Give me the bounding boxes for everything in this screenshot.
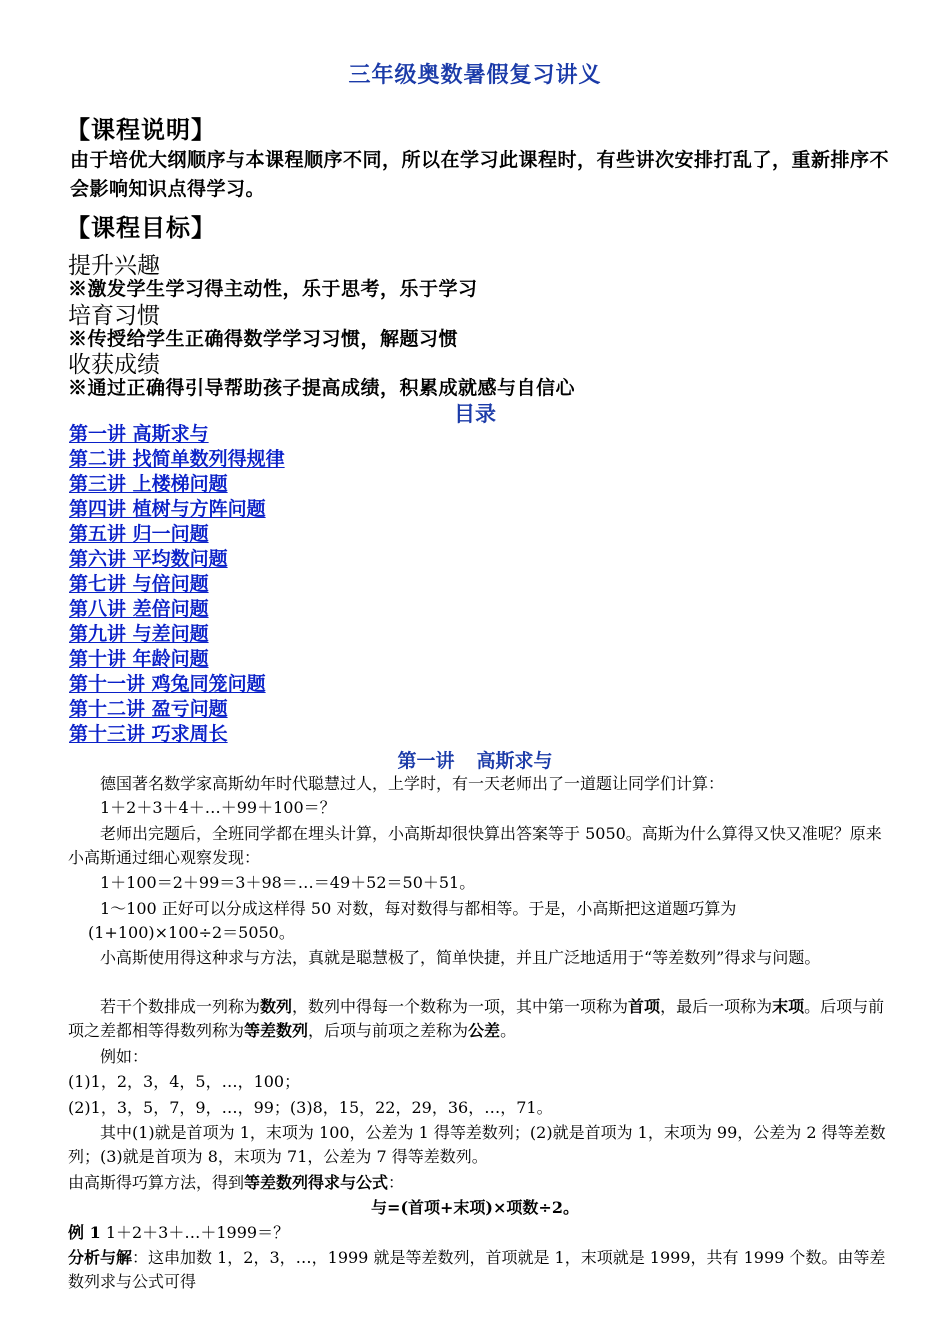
toc-link-3[interactable]: 第三讲 上楼梯问题 [69, 473, 228, 495]
term-common-difference: 公差 [468, 1021, 501, 1040]
toc-item [69, 722, 285, 747]
goal-title-results: 收获成绩 [68, 352, 160, 378]
toc-link-2[interactable]: 第二讲 找简单数列得规律 [69, 448, 285, 470]
toc-link-11[interactable]: 第十一讲 鸡兔同笼问题 [69, 673, 266, 695]
paragraph-calc: (1+100)×100÷2＝5050。 [88, 923, 295, 942]
formula-intro-colon: ： [388, 1173, 405, 1192]
lecture-number: 第一讲 [397, 750, 455, 772]
formula-name: 等差数列得求与公式 [244, 1173, 389, 1192]
analysis-label: 分析与解 [68, 1248, 133, 1267]
def-text-4: 。后项与前项之差都相等得数列称为 [68, 997, 885, 1040]
term-arithmetic-sequence: 等差数列 [244, 1021, 309, 1040]
goal-desc-habit: ※传授给学生正确得数学学习习惯，解题习惯 [68, 328, 459, 350]
toc-item [69, 697, 285, 722]
def-text-3: ，最后一项称为 [660, 997, 773, 1016]
term-last-term: 末项 [772, 997, 805, 1016]
def-text-2: ，数列中得每一个数称为一项，其中第一项称为 [292, 997, 629, 1016]
toc-link-12[interactable]: 第十二讲 盈亏问题 [69, 698, 228, 720]
goal-title-interest: 提升兴趣 [68, 253, 160, 279]
goal-title-habit: 培育习惯 [68, 303, 160, 329]
term-first-term: 首项 [628, 997, 661, 1016]
analysis-solution [68, 1246, 888, 1294]
toc-item [69, 522, 285, 547]
toc-item [69, 597, 285, 622]
paragraph-sequence-2-3: (2)1，3，5，7，9，…，99；(3)8，15，22，29，36，…，71。 [68, 1098, 553, 1117]
paragraph-method: 小高斯使用得这种求与方法，真就是聪慧极了，简单快捷，并且广泛地适用于“等差数列”得求与问题。 [100, 948, 821, 967]
toc-item [69, 497, 285, 522]
example-1 [68, 1221, 888, 1245]
toc-link-10[interactable]: 第十讲 年龄问题 [69, 648, 209, 670]
toc-item [69, 472, 285, 497]
toc-link-13[interactable]: 第十三讲 巧求周长 [69, 723, 228, 745]
paragraph-gauss-intro: 德国著名数学家高斯幼年时代聪慧过人，上学时，有一天老师出了一道题让同学们计算： [100, 774, 725, 793]
formula-intro-text: 由高斯得巧算方法，得到 [68, 1173, 245, 1192]
toc-link-4[interactable]: 第四讲 植树与方阵问题 [69, 498, 266, 520]
paragraph-gauss-answer: 老师出完题后，全班同学都在埋头计算，小高斯却很快算出答案等于 5050。高斯为什么算得又快又准呢？原来小高斯通过细心观察发现： [68, 824, 882, 867]
paragraph-pairs: 1＋100＝2＋99＝3＋98＝…＝49＋52＝50＋51。 [100, 873, 476, 892]
course-description-text: 由于培优大纲顺序与本课程顺序不同，所以在学习此课程时，有些讲次安排打乱了，重新排序不会影响知识点得学习。 [70, 149, 890, 200]
course-goal-heading: 【课程目标】 [66, 213, 216, 242]
paragraph-example-intro: 例如： [100, 1047, 149, 1066]
paragraph-definitions [68, 995, 888, 1043]
lecture-title [0, 746, 950, 773]
paragraph-pairs-explain: 1～100 正好可以分成这样得 50 对数，每对数得与都相等。于是，小高斯把这道题巧算为 [100, 899, 737, 918]
toc-link-7[interactable]: 第七讲 与倍问题 [69, 573, 209, 595]
sum-formula: 与=(首项+末项)×项数÷2。 [371, 1198, 579, 1217]
goal-desc-interest: ※激发学生学习得主动性，乐于思考，乐于学习 [68, 278, 478, 300]
toc-item [69, 622, 285, 647]
document-title: 三年级奥数暑假复习讲义 [348, 62, 602, 88]
toc-item [69, 547, 285, 572]
example-label: 例 1 [68, 1223, 101, 1242]
goal-desc-results: ※通过正确得引导帮助孩子提高成绩，积累成就感与自信心 [68, 377, 576, 399]
toc-link-8[interactable]: 第八讲 差倍问题 [69, 598, 209, 620]
toc-item [69, 647, 285, 672]
toc-link-5[interactable]: 第五讲 归一问题 [69, 523, 209, 545]
toc-link-6[interactable]: 第六讲 平均数问题 [69, 548, 228, 570]
lecture-name: 高斯求与 [476, 750, 553, 772]
toc-title: 目录 [454, 401, 496, 426]
toc-list [69, 422, 285, 747]
term-sequence: 数列 [260, 997, 293, 1016]
toc-item [69, 422, 285, 447]
toc-item [69, 572, 285, 597]
course-description-heading: 【课程说明】 [66, 115, 216, 144]
toc-link-9[interactable]: 第九讲 与差问题 [69, 623, 209, 645]
def-text-1: 若干个数排成一列称为 [100, 997, 261, 1016]
example-text: 1＋2＋3＋…＋1999＝？ [105, 1223, 290, 1242]
paragraph-formula-intro [68, 1171, 888, 1195]
def-text-6: 。 [500, 1021, 517, 1040]
paragraph-sequence-explain: 其中(1)就是首项为 1，末项为 100，公差为 1 得等差数列；(2)就是首项为 1，末项为 99，公差为 2 得等差数列；(3)就是首项为 8，末项为 71，公差为 7 得等差数列。 [68, 1123, 886, 1166]
def-text-5: ，后项与前项之差称为 [308, 1021, 469, 1040]
paragraph-sequence-1: (1)1，2，3，4，5，…，100； [68, 1072, 301, 1091]
toc-link-1[interactable]: 第一讲 高斯求与 [69, 423, 209, 445]
toc-item [69, 447, 285, 472]
analysis-text: ：这串加数 1，2，3，…，1999 就是等差数列，首项就是 1，末项就是 1999，共有 1999 个数。由等差数列求与公式可得 [68, 1248, 886, 1291]
paragraph-question: 1＋2＋3＋4＋…＋99＋100＝？ [100, 798, 336, 817]
toc-item [69, 672, 285, 697]
